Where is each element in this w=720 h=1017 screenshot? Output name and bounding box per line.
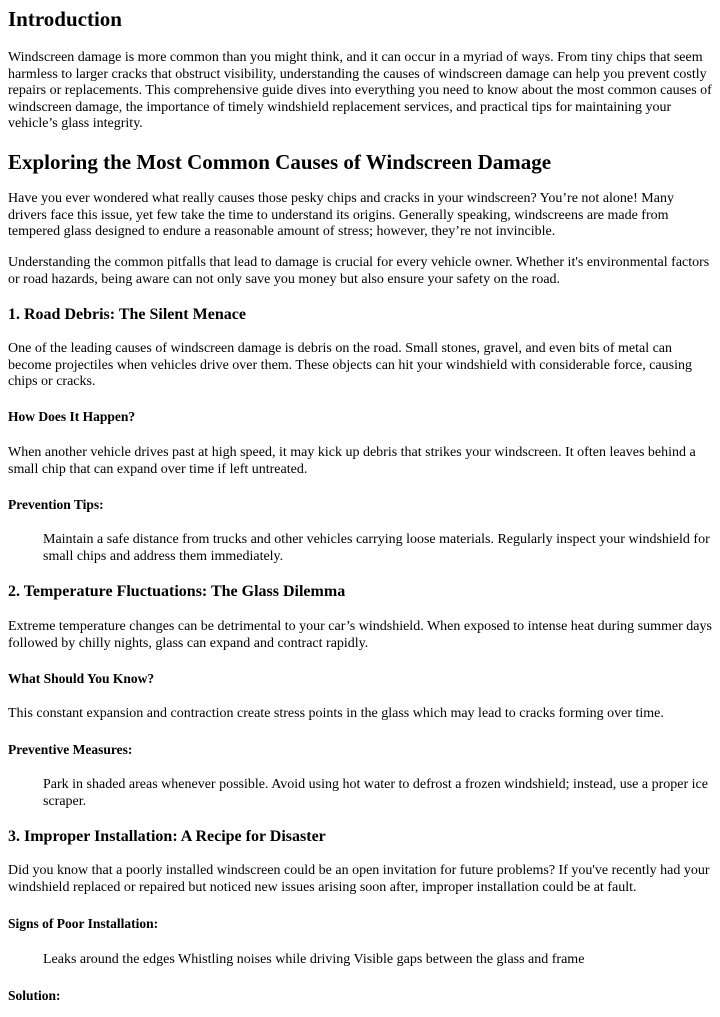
intro-heading: Introduction <box>8 7 122 31</box>
preventive-measures-heading: Preventive Measures: <box>8 742 133 757</box>
installation-paragraph: Did you know that a poorly installed windscreen could be an open invitation for future problems? If you've recently had your windshield replaced or repaired but noticed new issues arising soon after, improper installation could be at fault. <box>8 863 710 895</box>
causes-heading: Exploring the Most Common Causes of Windscreen Damage <box>8 150 552 174</box>
temperature-paragraph: Extreme temperature changes can be detrimental to your car’s windshield. When exposed to intense heat during summer days followed by chilly nights, glass can expand and contract rapidly. <box>8 619 712 651</box>
signs-of-poor-installation-heading: Signs of Poor Installation: <box>8 916 159 931</box>
road-debris-heading: 1. Road Debris: The Silent Menace <box>8 306 246 323</box>
prevention-tips-text: Maintain a safe distance from trucks and other vehicles carrying loose materials. Regularly inspect your windshield for small chips and address them immediately. <box>43 532 710 564</box>
prevention-tips-heading: Prevention Tips: <box>8 497 104 512</box>
installation-heading: 3. Improper Installation: A Recipe for Disaster <box>8 828 326 845</box>
signs-of-poor-installation-text: Leaks around the edges Whistling noises while driving Visible gaps between the glass and frame <box>43 952 585 967</box>
causes-paragraph-2: Understanding the common pitfalls that lead to damage is crucial for every vehicle owner. Whether it's environmental factors or road hazards, being aware can not only save you money but also ensure your safety on the road. <box>8 255 710 287</box>
preventive-measures-text: Park in shaded areas whenever possible. Avoid using hot water to defrost a frozen windshield; instead, use a proper ice scraper. <box>43 777 708 809</box>
causes-paragraph-1: Have you ever wondered what really causes those pesky chips and cracks in your windscreen? You’re not alone! Many drivers face this issue, yet few take the time to understand its origins. Generally speaking, windscreens are made from tempered glass designed to endure a reasonable amount of stress; however, they’re not invincible. <box>8 191 674 240</box>
how-does-it-happen-paragraph: When another vehicle drives past at high speed, it may kick up debris that strikes your windscreen. It often leaves behind a small chip that can expand over time if left untreated. <box>8 445 696 477</box>
what-should-you-know-paragraph: This constant expansion and contraction create stress points in the glass which may lead to cracks forming over time. <box>8 706 664 721</box>
intro-paragraph: Windscreen damage is more common than you might think, and it can occur in a myriad of ways. From tiny chips that seem harmless to larger cracks that obstruct visibility, understanding the causes of windscreen damage can help you prevent costly repairs or replacements. This comprehensive guide dives into everything you need to know about the most common causes of windscreen damage, the importance of timely windshield replacement services, and practical tips for maintaining your vehicle’s glass integrity. <box>8 50 712 132</box>
temperature-heading: 2. Temperature Fluctuations: The Glass Dilemma <box>8 583 346 600</box>
road-debris-paragraph: One of the leading causes of windscreen damage is debris on the road. Small stones, gravel, and even bits of metal can become projectiles when vehicles drive over them. These objects can hit your windshield with considerable force, causing chips or cracks. <box>8 341 692 390</box>
solution-heading: Solution: <box>8 988 61 1003</box>
what-should-you-know-heading: What Should You Know? <box>8 671 155 686</box>
how-does-it-happen-heading: How Does It Happen? <box>8 409 136 424</box>
